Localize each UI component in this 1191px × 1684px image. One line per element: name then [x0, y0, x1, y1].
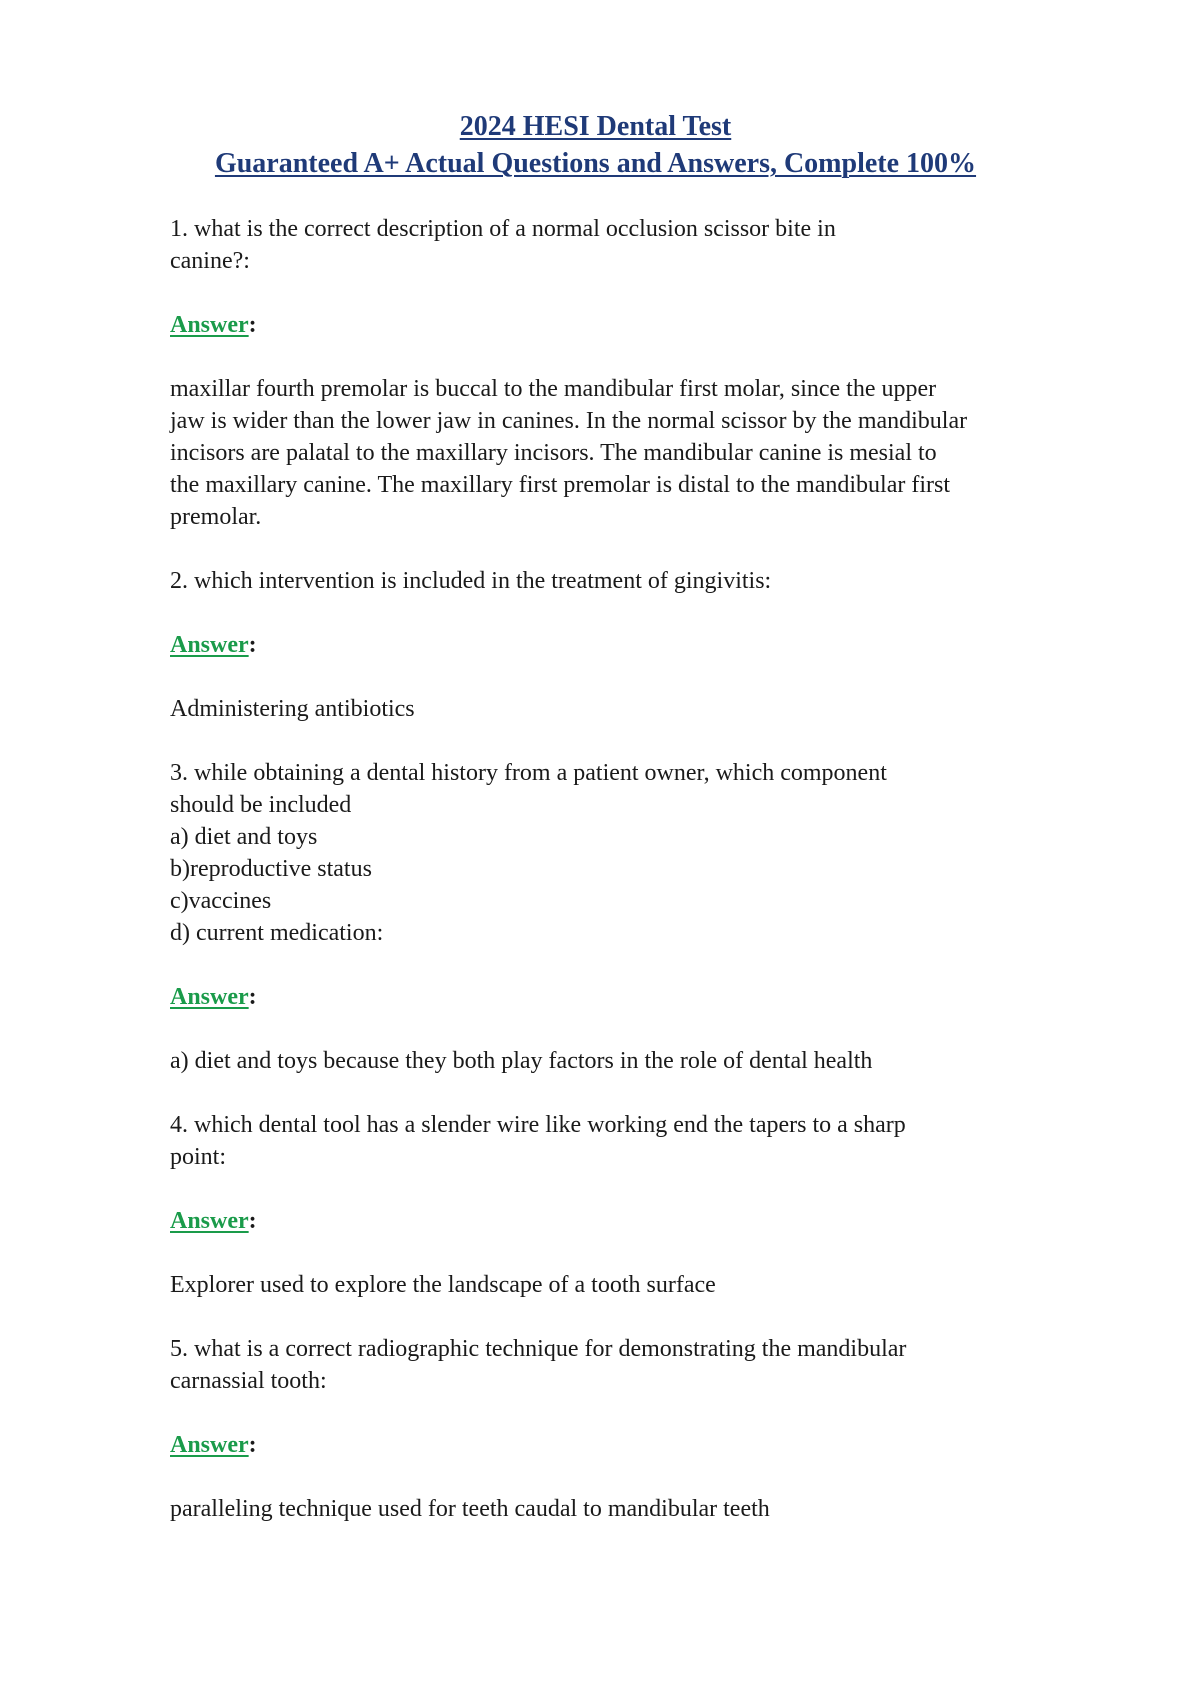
answer-colon: : — [248, 984, 257, 1010]
spacer — [170, 277, 1130, 309]
title-line-1: 2024 HESI Dental Test — [459, 111, 732, 142]
answer-colon: : — [248, 1432, 257, 1458]
answer-text-line: Administering antibiotics — [170, 696, 415, 722]
answer-text-line: premolar. — [170, 504, 262, 530]
answer-heading — [170, 629, 1130, 661]
title-line-2: Guaranteed A+ Actual Questions and Answers, Complete 100% — [214, 148, 977, 179]
spacer — [170, 1461, 1130, 1493]
answer-heading — [170, 981, 1130, 1013]
answer-heading — [170, 1205, 1130, 1237]
spacer — [170, 533, 1130, 565]
answer-text-line: maxillar fourth premolar is buccal to the mandibular first molar, since the upper — [170, 376, 937, 402]
spacer — [170, 1301, 1130, 1333]
spacer — [170, 341, 1130, 373]
question-text-line: a) diet and toys — [170, 824, 318, 850]
answer-heading — [170, 309, 1130, 341]
answer-text-line: jaw is wider than the lower jaw in canines. In the normal scissor by the mandibular — [170, 408, 968, 434]
spacer — [170, 661, 1130, 693]
spacer — [170, 597, 1130, 629]
question-block — [170, 1109, 1130, 1333]
spacer — [170, 1237, 1130, 1269]
qa-content — [170, 213, 1130, 1525]
question-block — [170, 565, 1130, 757]
spacer — [170, 949, 1130, 981]
question-text-line: point: — [170, 1144, 227, 1170]
question-text-line: 2. which intervention is included in the treatment of gingivitis: — [170, 568, 772, 594]
answer-label: Answer — [170, 1432, 249, 1458]
answer-colon: : — [248, 632, 257, 658]
answer-heading — [170, 1429, 1130, 1461]
question-text-line: carnassial tooth: — [170, 1368, 327, 1394]
question-text-line: c)vaccines — [170, 888, 272, 914]
question-text-line: canine?: — [170, 248, 250, 274]
question-text-line: 3. while obtaining a dental history from a patient owner, which component — [170, 760, 887, 786]
answer-label: Answer — [170, 984, 249, 1010]
answer-text-line: the maxillary canine. The maxillary first premolar is distal to the mandibular first — [170, 472, 950, 498]
question-text-line: b)reproductive status — [170, 856, 372, 882]
spacer — [170, 725, 1130, 757]
question-text-line: 1. what is the correct description of a normal occlusion scissor bite in — [170, 216, 836, 242]
spacer — [170, 1077, 1130, 1109]
answer-text-line: paralleling technique used for teeth caudal to mandibular teeth — [170, 1496, 770, 1522]
answer-label: Answer — [170, 312, 249, 338]
question-text-line: d) current medication: — [170, 920, 384, 946]
answer-colon: : — [248, 312, 257, 338]
question-block — [170, 757, 1130, 1109]
question-block — [170, 213, 1130, 565]
spacer — [170, 1013, 1130, 1045]
question-text-line: 4. which dental tool has a slender wire like working end the tapers to a sharp — [170, 1112, 906, 1138]
answer-colon: : — [248, 1208, 257, 1234]
question-text-line: 5. what is a correct radiographic technique for demonstrating the mandibular — [170, 1336, 907, 1362]
answer-text-line: a) diet and toys because they both play factors in the role of dental health — [170, 1048, 873, 1074]
answer-label: Answer — [170, 632, 249, 658]
question-text-line: should be included — [170, 792, 352, 818]
answer-label: Answer — [170, 1208, 249, 1234]
answer-text-line: incisors are palatal to the maxillary incisors. The mandibular canine is mesial to — [170, 440, 937, 466]
document-title — [0, 108, 1191, 182]
answer-text-line: Explorer used to explore the landscape of a tooth surface — [170, 1272, 716, 1298]
spacer — [170, 1173, 1130, 1205]
spacer — [170, 1397, 1130, 1429]
question-block — [170, 1333, 1130, 1525]
